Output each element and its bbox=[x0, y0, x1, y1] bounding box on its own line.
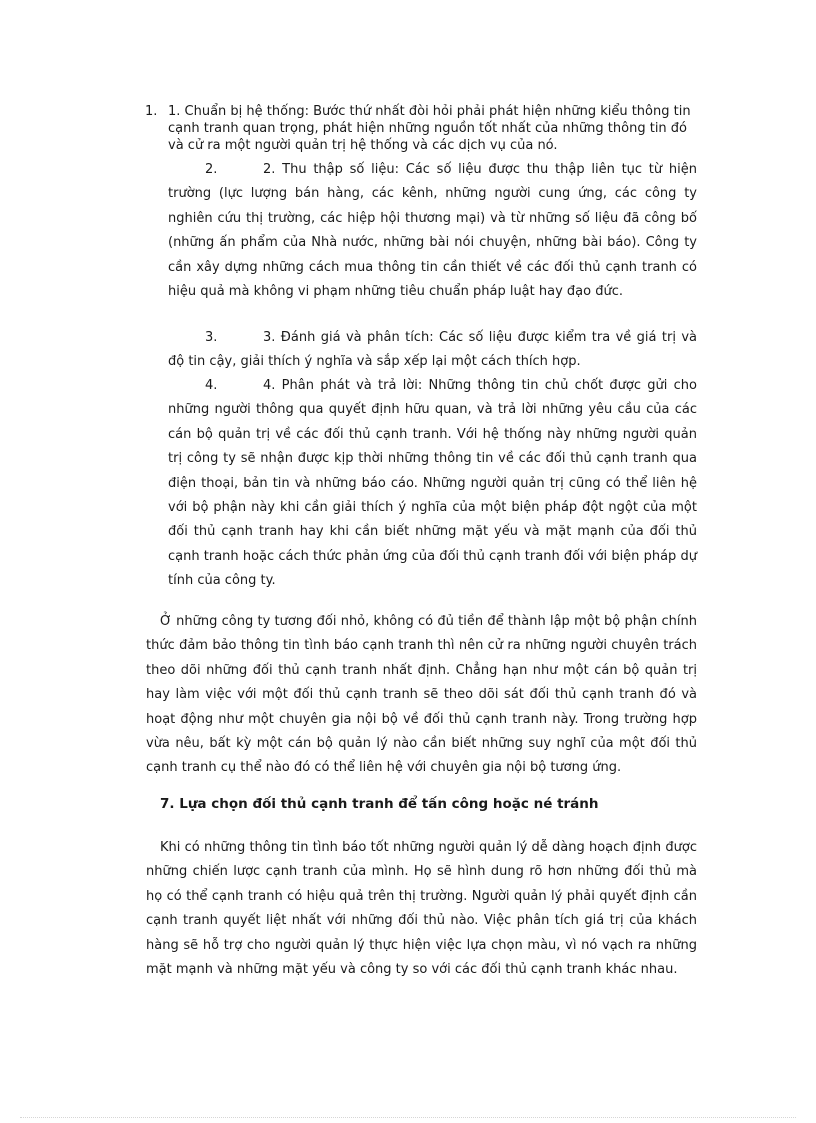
paragraph-small-companies: Ở những công ty tương đối nhỏ, không có đủ tiền để thành lập một bộ phận chính thức đảm bảo thông tin tình báo cạnh tranh thì nên cử ra những người chuyên trách theo dõi những đối thủ cạnh tranh nhất định. Chẳng hạn như một cán bộ quản trị hay làm việc với một đối thủ cạnh tranh sẽ theo dõi sát đối thủ cạnh tranh đó và hoạt động như một chuyên gia nội bộ về đối thủ cạnh tranh này. Trong trường hợp vừa nêu, bất kỳ một cán bộ quản lý nào cần biết những suy nghĩ của một đối thủ cạnh tranh cụ thể nào đó có thể liên hệ với chuyên gia nội bộ tương ứng. bbox=[146, 614, 697, 776]
section-heading: 7. Lựa chọn đối thủ cạnh tranh để tấn công hoặc né tránh bbox=[160, 796, 599, 812]
page-bottom-border bbox=[20, 1117, 796, 1118]
list-lead-3: 3. Đánh giá và phân tích: bbox=[263, 330, 434, 345]
list-text-1: 1. Chuẩn bị hệ thống: Bước thứ nhất đòi hỏi phải phát hiện những kiểu thông tin cạnh tranh quan trọng, phát hiện những nguồn tốt nhất của những thông tin đó và cử ra một người quản trị hệ thống và các dịch vụ của nó. bbox=[168, 104, 691, 153]
list-number-3: 3. bbox=[205, 330, 218, 345]
list-text-3: Các số liệu được kiểm tra về giá trị và độ tin cậy, giải thích ý nghĩa và sắp xếp lại một cách thích hợp. bbox=[168, 330, 698, 370]
list-number-2: 2. bbox=[205, 162, 218, 177]
list-number-4: 4. bbox=[205, 378, 218, 393]
list-text-4: Những thông tin chủ chốt được gửi cho những người thông qua quyết định hữu quan, và trả lời những yêu cầu của các cán bộ quản trị về các đối thủ cạnh tranh. Với hệ thống này những người quản trị công ty sẽ nhận được kịp thời những thông tin về các đối thủ cạnh tranh qua điện thoại, bản tin và những báo cáo. Những người quản trị cũng có thể liên hệ với bộ phận này khi cần giải thích ý nghĩa của một biện pháp đột ngột của một đối thủ cạnh tranh hay khi cần biết những mặt yếu và mặt mạnh của đối thủ cạnh tranh hoặc cách thức phản ứng của đối thủ cạnh tranh đối với biện pháp dự tính của công ty. bbox=[168, 378, 697, 589]
paragraph-choice: Khi có những thông tin tình báo tốt những người quản lý dễ dàng hoạch định được những chiến lược cạnh tranh của mình. Họ sẽ hình dung rõ hơn những đối thủ mà họ có thể cạnh tranh có hiệu quả trên thị trường. Người quản lý phải quyết định cần cạnh tranh quyết liệt nhất với những đối thủ nào. Việc phân tích giá trị của khách hàng sẽ hỗ trợ cho người quản lý thực hiện việc lựa chọn màu, vì nó vạch ra những mặt mạnh và những mặt yếu và công ty so với các đối thủ cạnh tranh khác nhau. bbox=[146, 840, 697, 978]
list-lead-4: 4. Phân phát và trả lời: bbox=[263, 378, 423, 393]
list-item-2 bbox=[168, 158, 697, 304]
list-item-4 bbox=[168, 374, 697, 594]
list-number-1: 1. bbox=[145, 104, 158, 119]
list-text-2: Các số liệu được thu thập liên tục từ hiện trường (lực lượng bán hàng, các kênh, những người cung ứng, các công ty nghiên cứu thị trường, các hiệp hội thương mại) và từ những số liệu đã công bố (những ấn phẩm của Nhà nước, những bài nói chuyện, những bài báo). Công ty cần xây dựng những cách mua thông tin cần thiết về các đối thủ cạnh tranh có hiệu quả mà không vi phạm những tiêu chuẩn pháp luật hay đạo đức. bbox=[168, 162, 697, 300]
list-lead-2: 2. Thu thập số liệu: bbox=[263, 162, 399, 177]
list-item-3 bbox=[168, 326, 697, 375]
